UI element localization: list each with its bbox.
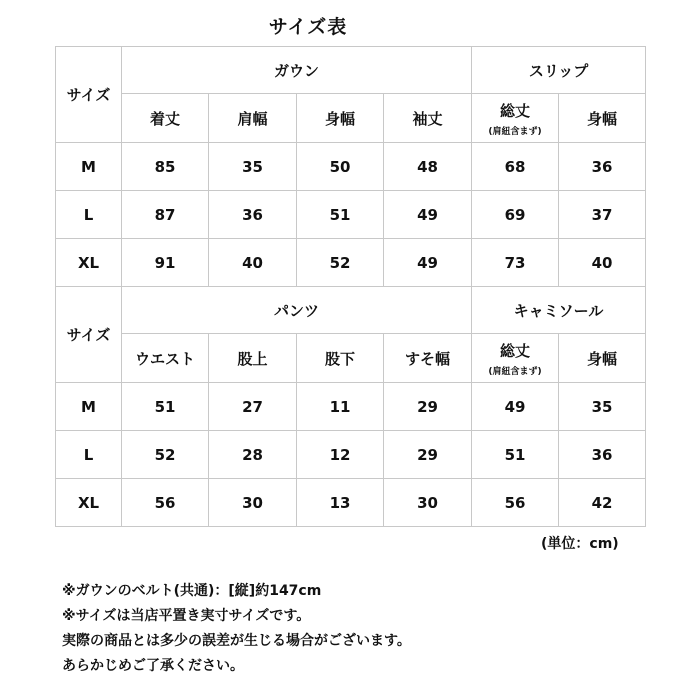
note-line: 実際の商品とは多少の誤差が生じる場合がございます。 xyxy=(62,633,411,649)
table-cell: 35 xyxy=(559,383,646,431)
size-header: サイズ xyxy=(56,47,122,143)
page-title: サイズ表 xyxy=(268,16,348,38)
table-cell: 52 xyxy=(122,431,209,479)
table-cell: 50 xyxy=(297,143,384,191)
size-label: XL xyxy=(56,239,122,287)
column-header: 身幅 xyxy=(297,94,384,143)
column-header xyxy=(472,334,559,383)
note-line: あらかじめご了承ください。 xyxy=(62,658,244,674)
table-cell: 36 xyxy=(559,143,646,191)
size-label: M xyxy=(56,143,122,191)
table-cell: 29 xyxy=(384,383,472,431)
column-header: ウエスト xyxy=(122,334,209,383)
table-cell: 56 xyxy=(122,479,209,527)
table-cell: 28 xyxy=(209,431,297,479)
table-cell: 52 xyxy=(297,239,384,287)
unit-note: (単位：cm) xyxy=(541,536,619,552)
size-label: L xyxy=(56,191,122,239)
notes-block xyxy=(62,579,411,679)
table-cell: 40 xyxy=(559,239,646,287)
column-header: 身幅 xyxy=(559,94,646,143)
table-row xyxy=(56,479,646,527)
size-label: XL xyxy=(56,479,122,527)
column-header-note: (肩紐含まず) xyxy=(488,126,542,137)
table-row xyxy=(56,383,646,431)
table-cell: 69 xyxy=(472,191,559,239)
table-cell: 49 xyxy=(384,191,472,239)
column-header: 身幅 xyxy=(559,334,646,383)
group-header-slip: スリップ xyxy=(472,47,646,94)
table-cell: 13 xyxy=(297,479,384,527)
table-cell: 11 xyxy=(297,383,384,431)
table-cell: 12 xyxy=(297,431,384,479)
size-label: L xyxy=(56,431,122,479)
column-header xyxy=(472,94,559,143)
group-header-camisole: キャミソール xyxy=(472,287,646,334)
table-cell: 29 xyxy=(384,431,472,479)
column-header: 股下 xyxy=(297,334,384,383)
size-label: M xyxy=(56,383,122,431)
table-cell: 87 xyxy=(122,191,209,239)
table-cell: 27 xyxy=(209,383,297,431)
column-header-note: (肩紐含まず) xyxy=(488,366,542,377)
group-header-pants: パンツ xyxy=(122,287,472,334)
table-cell: 91 xyxy=(122,239,209,287)
table-cell: 68 xyxy=(472,143,559,191)
table-row xyxy=(56,431,646,479)
table-cell: 51 xyxy=(297,191,384,239)
table-cell: 51 xyxy=(122,383,209,431)
column-header: 袖丈 xyxy=(384,94,472,143)
note-line: ※サイズは当店平置き実寸サイズです。 xyxy=(62,608,311,624)
column-header: 肩幅 xyxy=(209,94,297,143)
column-header: 股上 xyxy=(209,334,297,383)
note-line: ※ガウンのベルト(共通)：[縦]約147cm xyxy=(62,583,322,599)
table-cell: 56 xyxy=(472,479,559,527)
table-cell: 40 xyxy=(209,239,297,287)
table-cell: 35 xyxy=(209,143,297,191)
table-cell: 51 xyxy=(472,431,559,479)
table-cell: 37 xyxy=(559,191,646,239)
table-cell: 30 xyxy=(384,479,472,527)
table-row xyxy=(56,143,646,191)
table-row xyxy=(56,239,646,287)
table-cell: 42 xyxy=(559,479,646,527)
table-cell: 36 xyxy=(559,431,646,479)
column-header-label: 総丈 xyxy=(500,101,531,120)
size-table xyxy=(55,46,646,527)
size-header: サイズ xyxy=(56,287,122,383)
table-row xyxy=(56,191,646,239)
column-header: 着丈 xyxy=(122,94,209,143)
table-cell: 85 xyxy=(122,143,209,191)
table-cell: 73 xyxy=(472,239,559,287)
table-cell: 49 xyxy=(472,383,559,431)
table-cell: 48 xyxy=(384,143,472,191)
table-cell: 49 xyxy=(384,239,472,287)
column-header: すそ幅 xyxy=(384,334,472,383)
table-cell: 36 xyxy=(209,191,297,239)
table-cell: 30 xyxy=(209,479,297,527)
column-header-label: 総丈 xyxy=(500,341,531,360)
group-header-gown: ガウン xyxy=(122,47,472,94)
